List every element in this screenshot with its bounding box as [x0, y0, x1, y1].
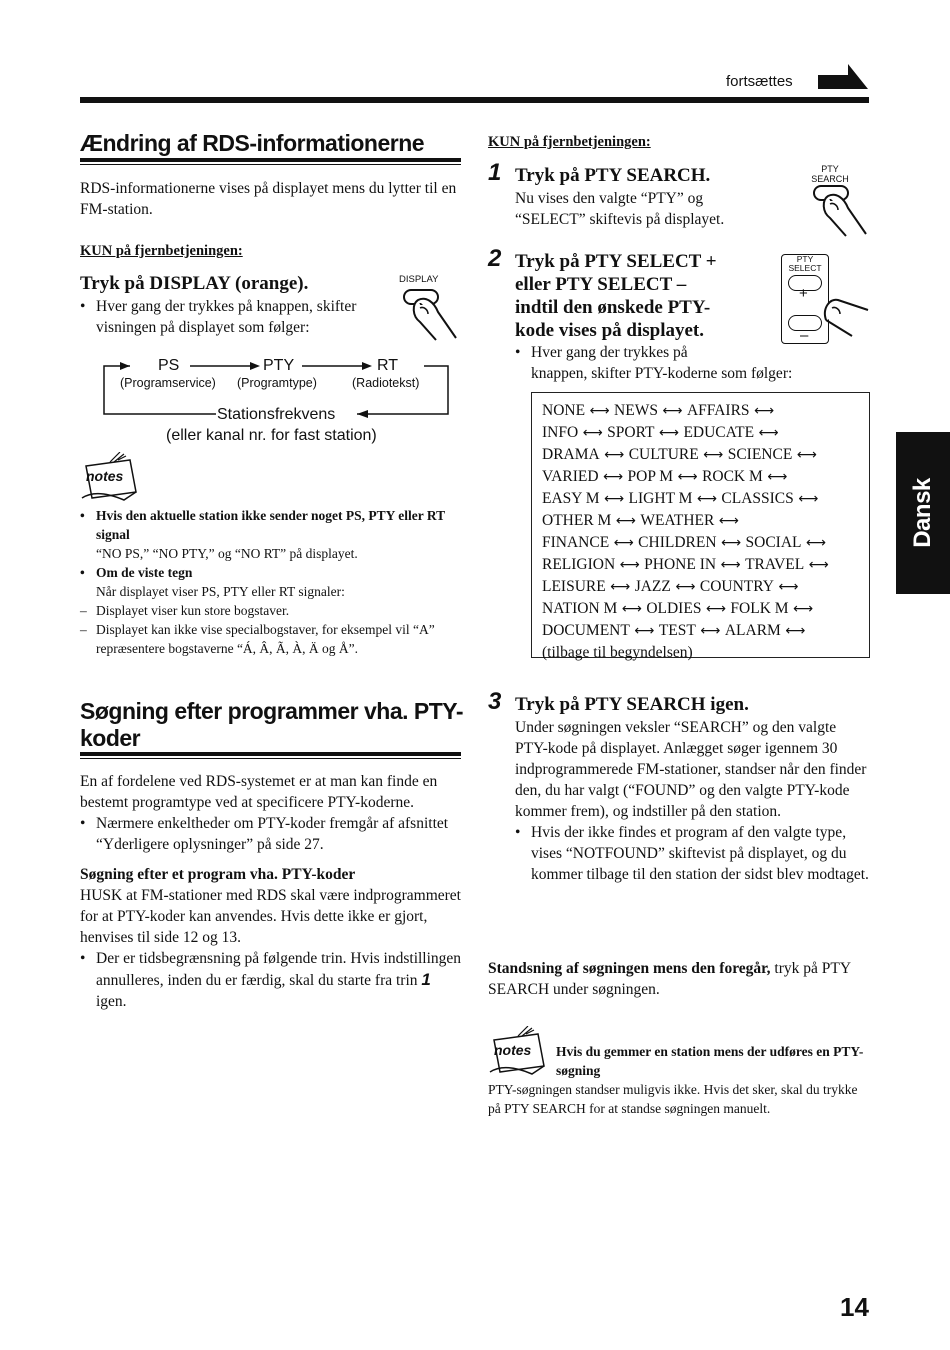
double-arrow-icon: ⟷	[793, 491, 819, 507]
section1-intro: RDS-informationerne vises på displayet mens du lytter til en FM-station.	[80, 180, 457, 218]
pty-code: JAZZ	[634, 578, 671, 595]
pty-code: DOCUMENT	[542, 622, 630, 639]
double-arrow-icon: ⟷	[698, 447, 728, 463]
display-button-label: DISPLAY	[399, 274, 439, 285]
double-arrow-icon: ⟷	[598, 469, 628, 485]
notes-label-right: notes	[494, 1042, 532, 1058]
pty-code: LIGHT M	[628, 490, 693, 507]
pty-code: CLASSICS	[721, 490, 794, 507]
double-arrow-icon: ⟷	[804, 557, 829, 573]
header-rule	[80, 97, 869, 103]
pty-code: EDUCATE	[683, 424, 755, 441]
step-ref-number: 1	[421, 970, 431, 989]
remote-only-label: KUN på fjernbetjeningen:	[80, 243, 243, 259]
pty-code: LEISURE	[542, 578, 606, 595]
section2-text: HUSK at FM-stationer med RDS skal være indprogrammeret for at PTY-koder kan anvendes. Hvis dette ikke er gjort, henvises til side 12 og 13.	[80, 887, 461, 946]
section2-rule	[80, 752, 461, 756]
cycle-rt-sub: (Radiotekst)	[352, 376, 420, 390]
double-arrow-icon: ⟷	[692, 491, 722, 507]
pty-code: CHILDREN	[638, 534, 717, 551]
step3-bullet: • Hvis der ikke findes et program af den valgte type, vises “NOTFOUND” skiftevist på displayet, og du kommer tilbage til den station der sidst blev modtaget.	[515, 822, 870, 885]
note1-text: “NO PS,” “NO PTY,” og “NO RT” på displayet.	[96, 546, 358, 561]
pty-code: NONE	[542, 402, 586, 419]
page-number: 14	[840, 1292, 869, 1322]
double-arrow-icon: ⟷	[773, 579, 799, 595]
pty-code: WEATHER	[640, 512, 715, 529]
pty-code: INFO	[542, 424, 579, 441]
cycle-rt: RT	[377, 357, 399, 374]
cycle-ps: PS	[158, 357, 180, 374]
pty-list-end: (tilbage til begyndelsen)	[542, 644, 693, 661]
step3-text: Under søgningen veksler “SEARCH” og den valgte PTY-kode på displayet. Anlægget søger igennem 30 indprogrammerede FM-stationer, standser når den finder den, du har valgt (“FOUND” og den valgte PTY-kode kommer frem), og indstiller på den station.	[515, 719, 867, 820]
notes-label: notes	[86, 468, 124, 484]
note-right-text: PTY-søgningen standser muligvis ikke. Hvis det sker, skal du trykke på PTY SEARCH for at standse søgningen manuelt.	[488, 1082, 858, 1116]
pty-search-button-press-icon	[806, 184, 872, 240]
pty-row	[542, 422, 829, 444]
cycle-pty: PTY	[263, 357, 295, 374]
step1-number: 1	[488, 159, 502, 186]
display-button-press-icon	[398, 286, 464, 344]
section2-body	[80, 771, 465, 1012]
pty-code: AFFAIRS	[686, 402, 750, 419]
step2-title: Tryk på PTY SELECT + eller PTY SELECT – indtil den ønskede PTY- kode vises på displayet.	[515, 251, 717, 341]
section2-intro: En af fordelene ved RDS-systemet er at man kan finde en bestemt programtype ved at specificere PTY-koderne.	[80, 773, 438, 811]
double-arrow-icon: ⟷	[599, 491, 629, 507]
section1-title: Ændring af RDS-informationerne	[80, 130, 425, 156]
note2-text: Når displayet viser PS, PTY eller RT signaler:	[96, 584, 345, 599]
pty-row	[542, 598, 829, 620]
finger-icon	[822, 290, 870, 338]
double-arrow-icon: ⟷	[695, 623, 725, 639]
double-arrow-icon: ⟷	[615, 557, 645, 573]
double-arrow-icon: ⟷	[780, 623, 806, 639]
section1-rule	[80, 158, 461, 162]
pty-code: NEWS	[614, 402, 658, 419]
pty-code: RELIGION	[542, 556, 616, 573]
double-arrow-icon: ⟷	[654, 425, 684, 441]
step2-bullet: • Hver gang der trykkes på knappen, skifter PTY-koderne som følger:	[515, 342, 845, 384]
pty-row	[542, 488, 829, 510]
double-arrow-icon: ⟷	[716, 535, 746, 551]
section1-notes	[80, 506, 465, 658]
pty-row	[542, 400, 829, 422]
double-arrow-icon: ⟷	[605, 579, 635, 595]
pty-code: SOCIAL	[745, 534, 802, 551]
pty-code: TEST	[658, 622, 696, 639]
note2-title: • Om de viste tegn	[80, 563, 465, 582]
pty-row	[542, 554, 829, 576]
double-arrow-icon: ⟷	[578, 425, 608, 441]
section2-bullet2: • Der er tidsbegrænsning på følgende trin. Hvis indstillingen annulleres, inden du er færdig, skal du starte fra trin 1 igen.	[80, 948, 465, 1012]
double-arrow-icon: ⟷	[609, 535, 639, 551]
pty-code-list	[531, 392, 870, 661]
cycle-freq: Stationsfrekvens	[217, 406, 336, 423]
double-arrow-icon: ⟷	[701, 601, 731, 617]
double-arrow-icon: ⟷	[801, 535, 827, 551]
section2-title	[80, 698, 463, 752]
step3-body	[515, 717, 870, 885]
minus-sign: –	[800, 327, 809, 344]
section2-title-line2: koder	[80, 725, 141, 751]
pty-row	[542, 532, 829, 554]
plus-sign: +	[799, 285, 808, 302]
pty-code: ALARM	[724, 622, 781, 639]
pty-code: POP M	[627, 468, 674, 485]
pty-code: ROCK M	[702, 468, 763, 485]
note2-dash1: – Displayet viser kun store bogstaver.	[80, 601, 465, 620]
pty-code: OLDIES	[646, 600, 702, 617]
pty-code: FINANCE	[542, 534, 610, 551]
step3-number: 3	[488, 688, 502, 715]
pty-select-label: PTY SELECT	[788, 254, 822, 273]
pty-code: DRAMA	[542, 446, 600, 463]
cycle-ps-sub: (Programservice)	[120, 376, 216, 390]
pty-row	[542, 444, 829, 466]
pty-row	[542, 576, 829, 598]
note2-dash2: – Displayet kan ikke vise specialbogstaver, for eksempel vil “A” repræsentere bogstaverne “Á, Â, Ã, À, Ä og Å”.	[80, 620, 465, 658]
language-tab	[896, 432, 950, 594]
double-arrow-icon: ⟷	[714, 513, 739, 529]
pty-code: PHONE IN	[644, 556, 717, 573]
pty-search-button-label: PTY SEARCH	[811, 164, 849, 184]
pty-code: SPORT	[607, 424, 655, 441]
continued-arrow-icon	[818, 64, 870, 92]
pty-row	[542, 510, 829, 532]
section2-bullet1: • Nærmere enkeltheder om PTY-koder fremgår af afsnittet “Yderligere oplysninger” på side 27.	[80, 813, 465, 855]
double-arrow-icon: ⟷	[788, 601, 814, 617]
display-bullet: • Hver gang der trykkes på knappen, skifter visningen på displayet som følger:	[80, 296, 406, 338]
remote-only-label-right: KUN på fjernbetjeningen:	[488, 134, 651, 150]
display-step-title: Tryk på DISPLAY (orange).	[80, 273, 309, 294]
pty-row	[542, 466, 829, 488]
double-arrow-icon: ⟷	[657, 403, 687, 419]
step2-number: 2	[488, 245, 502, 272]
double-arrow-icon: ⟷	[617, 601, 647, 617]
cycle-pty-sub: (Programtype)	[237, 376, 317, 390]
language-tab-label: Dansk	[909, 478, 936, 548]
step3-title: Tryk på PTY SEARCH igen.	[515, 694, 749, 715]
double-arrow-icon: ⟷	[585, 403, 615, 419]
pty-code: TRAVEL	[745, 556, 805, 573]
pty-row	[542, 620, 829, 642]
double-arrow-icon: ⟷	[754, 425, 779, 441]
pty-code: NATION M	[542, 600, 618, 617]
step1-text: Nu vises den valgte “PTY” og “SELECT” skiftevis på displayet.	[515, 190, 725, 228]
pty-code: OTHER M	[542, 512, 612, 529]
double-arrow-icon: ⟷	[670, 579, 700, 595]
continued-label: fortsættes	[726, 73, 793, 90]
pty-code: EASY M	[542, 490, 600, 507]
double-arrow-icon: ⟷	[792, 447, 817, 463]
pty-code: SCIENCE	[727, 446, 793, 463]
double-arrow-icon: ⟷	[611, 513, 641, 529]
double-arrow-icon: ⟷	[673, 469, 703, 485]
cycle-freq-sub: (eller kanal nr. for fast station)	[166, 427, 377, 444]
double-arrow-icon: ⟷	[716, 557, 746, 573]
double-arrow-icon: ⟷	[599, 447, 629, 463]
pty-code: CULTURE	[628, 446, 699, 463]
double-arrow-icon: ⟷	[749, 403, 775, 419]
stop-search-text: Standsning af søgningen mens den foregår, tryk på PTY SEARCH under søgningen.	[488, 960, 851, 998]
pty-code: FOLK M	[730, 600, 789, 617]
note1-title: • Hvis den aktuelle station ikke sender noget PS, PTY eller RT signal	[80, 506, 465, 544]
section2-title-line1: Søgning efter programmer vha. PTY-	[80, 698, 464, 724]
pty-code: COUNTRY	[699, 578, 774, 595]
pty-code: VARIED	[542, 468, 599, 485]
double-arrow-icon: ⟷	[762, 469, 788, 485]
section2-subtitle: Søgning efter et program vha. PTY-koder	[80, 866, 356, 883]
step1-title: Tryk på PTY SEARCH.	[515, 165, 711, 186]
note-right-title: Hvis du gemmer en station mens der udføres en PTY-søgning	[556, 1044, 864, 1078]
double-arrow-icon: ⟷	[629, 623, 659, 639]
